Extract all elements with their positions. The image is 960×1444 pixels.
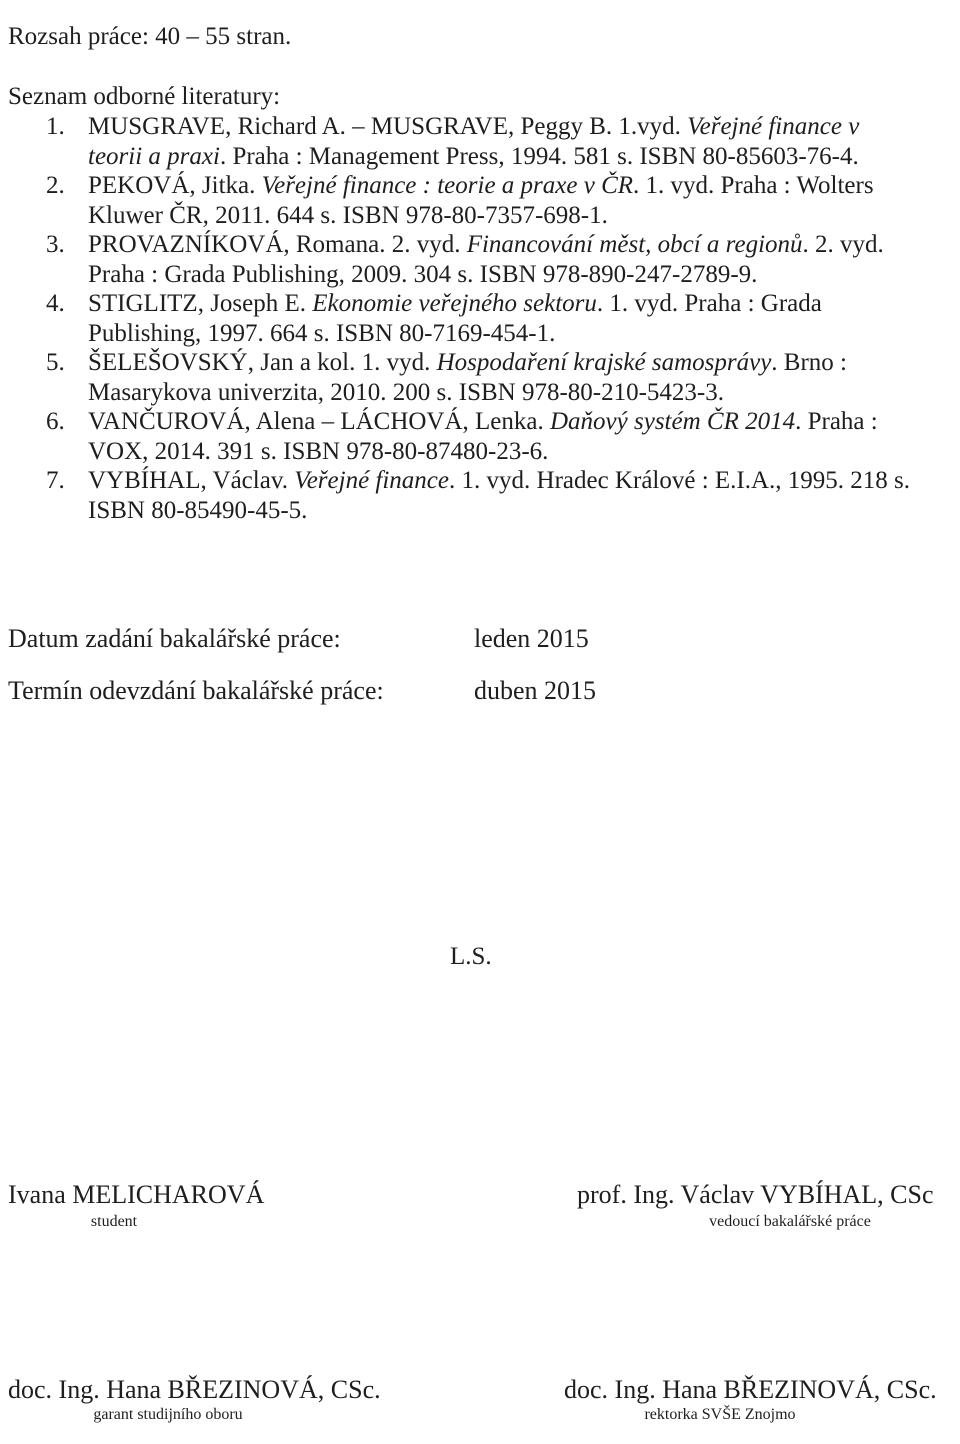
literature-publication: . 1. vyd. Praha : Wolters Kluwer ČR, 2011. 644 s. ISBN 978-80-7357-698-1. xyxy=(88,172,874,229)
supervisor-role: vedoucí bakalářské práce xyxy=(709,1213,871,1230)
assignment-date-label: Datum zadání bakalářské práce: xyxy=(8,624,341,653)
literature-item-number: 3. xyxy=(46,231,65,258)
literature-author: ŠELEŠOVSKÝ, Jan a kol. 1. vyd. xyxy=(88,349,437,376)
literature-publication: . Brno : Masarykova univerzita, 2010. 200 s. ISBN 978-80-210-5423-3. xyxy=(88,349,847,406)
rector-name: doc. Ing. Hana BŘEZINOVÁ, CSc. xyxy=(564,1375,937,1404)
literature-item-text xyxy=(88,112,898,171)
student-role: student xyxy=(90,1213,138,1230)
seal-placeholder: L.S. xyxy=(450,943,492,970)
literature-publication: . 1. vyd. Praha : Grada Publishing, 1997. 664 s. ISBN 80-7169-454-1. xyxy=(88,290,822,347)
submission-date-value: duben 2015 xyxy=(474,676,597,705)
literature-item-number: 6. xyxy=(46,408,65,435)
literature-author: PEKOVÁ, Jitka. xyxy=(88,172,262,199)
literature-title: Ekonomie veřejného sektoru xyxy=(312,290,597,317)
thesis-scope: Rozsah práce: 40 – 55 stran. xyxy=(8,23,292,50)
literature-title: Financování měst, obcí a regionů xyxy=(466,231,803,258)
literature-title: Veřejné finance : teorie a praxe v ČR xyxy=(261,172,634,199)
literature-item-number: 1. xyxy=(46,113,65,140)
literature-title: Veřejné finance v teorii a praxi xyxy=(88,113,860,170)
literature-item-number: 5. xyxy=(46,349,65,376)
literature-publication: . Praha : VOX, 2014. 391 s. ISBN 978-80-87480-23-6. xyxy=(88,408,878,465)
student-name: Ivana MELICHAROVÁ xyxy=(8,1180,265,1209)
literature-item-text xyxy=(88,407,928,466)
literature-item-text xyxy=(88,171,928,230)
rector-role: rektorka SVŠE Znojmo xyxy=(644,1406,796,1423)
literature-author: PROVAZNÍKOVÁ, Romana. 2. vyd. xyxy=(88,231,467,258)
literature-item-text xyxy=(88,230,928,289)
literature-item-text xyxy=(88,348,928,407)
literature-item-number: 2. xyxy=(46,172,65,199)
literature-item-text xyxy=(88,466,928,525)
literature-item-text xyxy=(88,289,878,348)
guarantor-role: garant studijního oboru xyxy=(93,1406,243,1423)
literature-title: Veřejné finance xyxy=(294,467,450,494)
literature-item-number: 4. xyxy=(46,290,65,317)
literature-author: MUSGRAVE, Richard A. – MUSGRAVE, Peggy B. 1.vyd. xyxy=(88,113,688,140)
literature-title: Hospodaření krajské samosprávy xyxy=(436,349,772,376)
literature-publication: . 1. vyd. Hradec Králové : E.I.A., 1995. 218 s. ISBN 80-85490-45-5. xyxy=(88,467,911,524)
literature-author: VANČUROVÁ, Alena – LÁCHOVÁ, Lenka. xyxy=(88,408,550,435)
assignment-date-value: leden 2015 xyxy=(474,624,589,653)
guarantor-name: doc. Ing. Hana BŘEZINOVÁ, CSc. xyxy=(8,1375,381,1404)
literature-author: STIGLITZ, Joseph E. xyxy=(88,290,313,317)
literature-author: VYBÍHAL, Václav. xyxy=(88,467,295,494)
literature-item-number: 7. xyxy=(46,467,65,494)
literature-publication: . Praha : Management Press, 1994. 581 s. ISBN 80-85603-76-4. xyxy=(219,142,859,170)
literature-title: Daňový systém ČR 2014 xyxy=(550,408,796,435)
submission-date-label: Termín odevzdání bakalářské práce: xyxy=(8,676,384,705)
supervisor-name: prof. Ing. Václav VYBÍHAL, CSc xyxy=(577,1180,934,1209)
literature-publication: . 2. vyd. Praha : Grada Publishing, 2009. 304 s. ISBN 978-890-247-2789-9. xyxy=(88,231,884,288)
literature-heading: Seznam odborné literatury: xyxy=(8,83,281,110)
